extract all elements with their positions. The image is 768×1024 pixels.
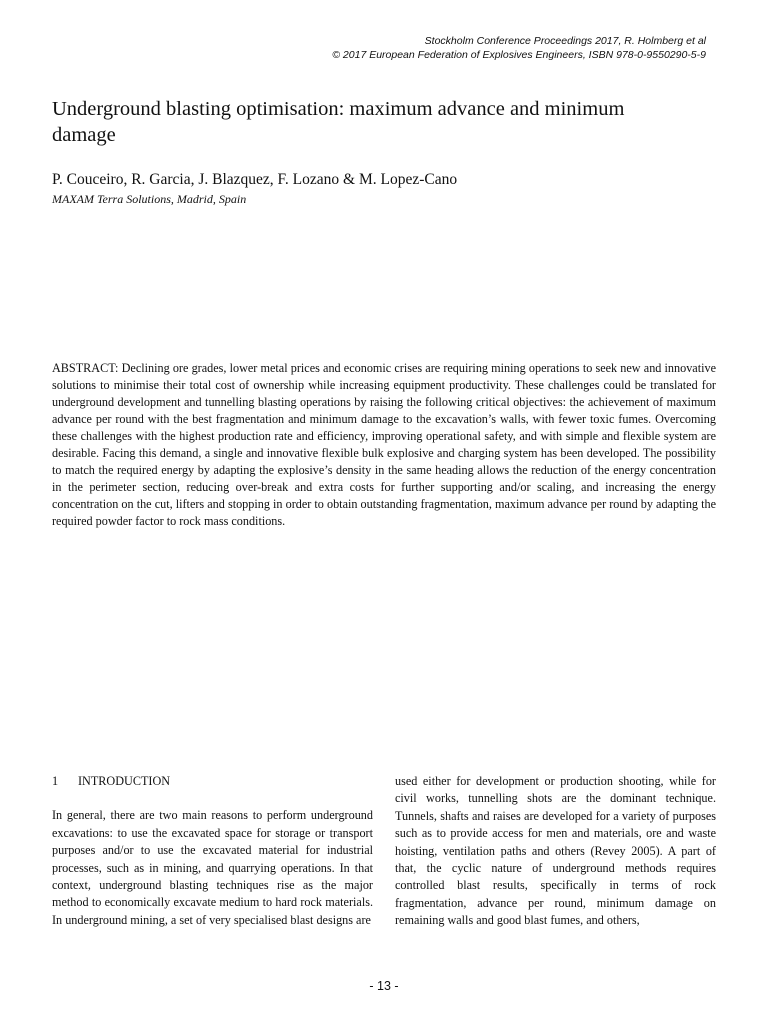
running-header (332, 34, 706, 62)
body-paragraph-right: used either for development or production shooting, while for civil works, tunnelling shots are the dominant technique. Tunnels, shafts and raises are developed for a variety of purposes such as to provide access for men and materials, ore and waste hoisting, ventilation paths and others (Revey 2005). A part of that, the cyclic nature of underground methods requires controlled blast results, specifically in terms of rock fragmentation, advance per round, minimum damage on remaining walls and good blast fumes, and others, (395, 774, 716, 928)
header-copyright: © 2017 European Federation of Explosives Engineers, ISBN 978-0-9550290-5-9 (332, 49, 706, 61)
header-conference: Stockholm Conference Proceedings 2017, R. Holmberg et al (424, 35, 706, 47)
page-number: - 13 - (369, 979, 399, 993)
author-list: P. Couceiro, R. Garcia, J. Blazquez, F. Lozano & M. Lopez-Cano (52, 171, 458, 188)
body-paragraph-left: In general, there are two main reasons to perform underground excavations: to use the excavated space for storage or transport purposes and/or to use the excavated material for industrial processes, such as in mining, and quarrying operations. In that context, underground blasting techniques rise as the major method to economically excavate medium to hard rock materials. In underground mining, a set of very specialised blast designs are (52, 808, 373, 927)
paper-title: Underground blasting optimisation: maximum advance and minimum damage (52, 98, 625, 146)
affiliation: MAXAM Terra Solutions, Madrid, Spain (52, 192, 247, 206)
section-title: INTRODUCTION (78, 774, 171, 788)
left-column (52, 773, 373, 929)
abstract: ABSTRACT: Declining ore grades, lower metal prices and economic crises are requiring mining operations to seek new and innovative solutions to minimise their total cost of ownership while increasing equipment productivity. These challenges could be translated for underground development and tunnelling blasting operations by raising the following critical objectives: the achievement of maximum advance per round with the best fragmentation and minimum damage to the excavation’s walls, with fewer toxic fumes. Overcoming these challenges with the highest production rate and efficiency, improving operational safety, and with simple and flexible system are desirable. Facing this demand, a single and innovative flexible bulk explosive and charging system has been developed. The possibility to match the required energy by adapting the explosive’s density in the same heading allows the reduction of the energy concentration in the perimeter section, reducing over-break and extra costs for further supporting and/or scaling, and increasing the energy concentration on the cut, lifters and stopping in order to obtain outstanding fragmentation, maximum advance per round by adapting the required powder factor to rock mass conditions. (52, 361, 716, 528)
right-column (395, 773, 716, 930)
section-number: 1 (52, 774, 59, 788)
section-heading (52, 773, 373, 790)
